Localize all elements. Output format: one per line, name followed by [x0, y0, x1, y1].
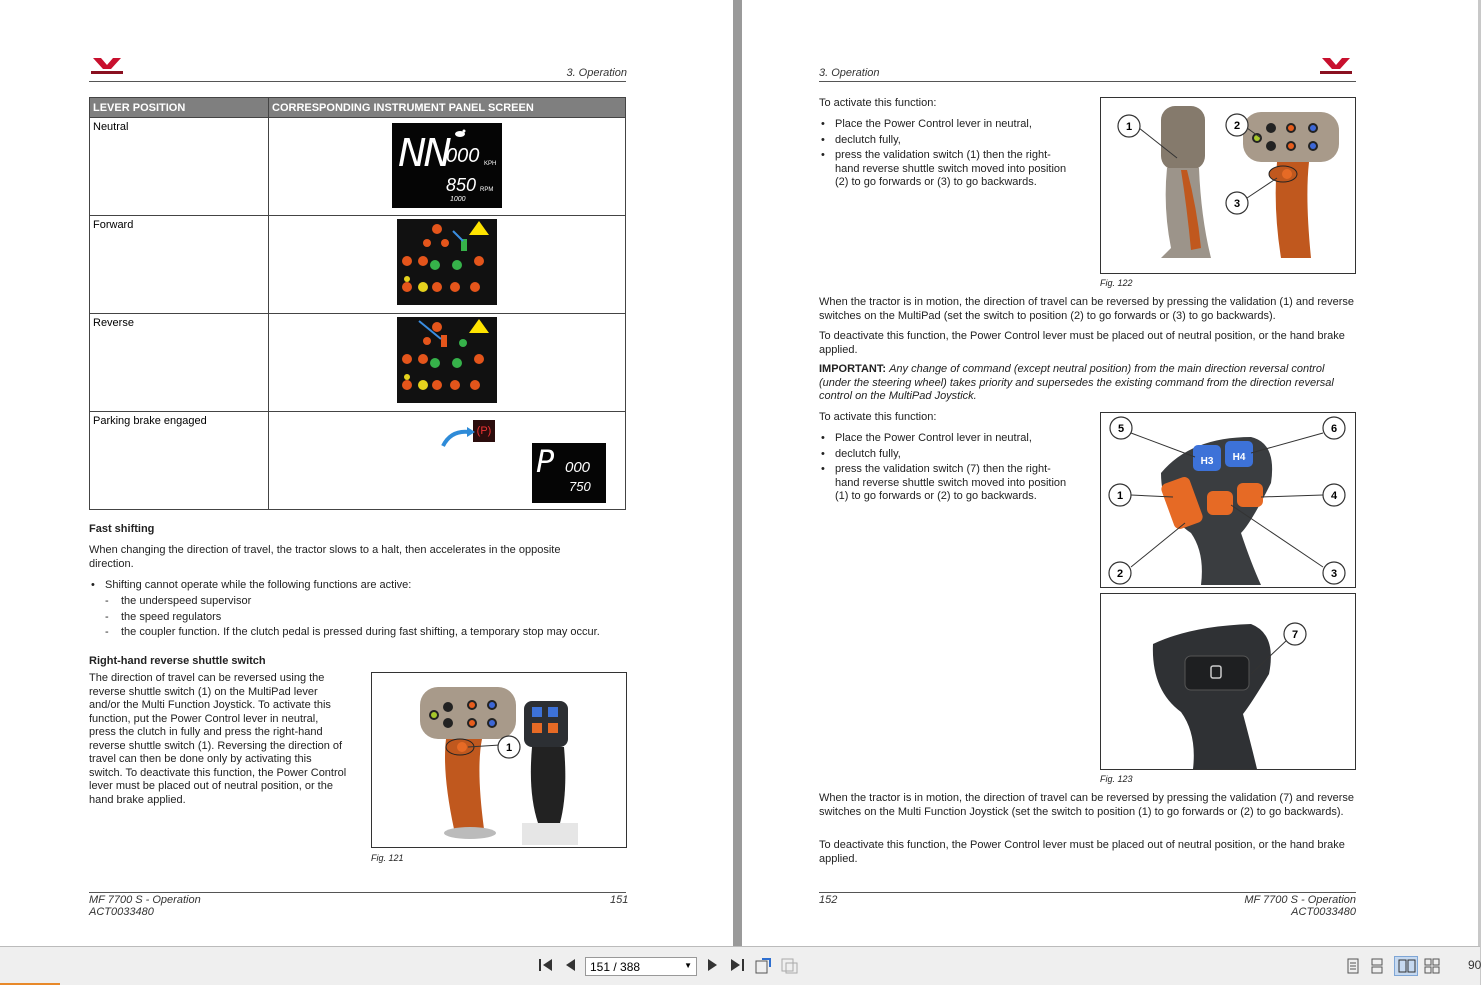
- callout-label: 4: [1330, 490, 1338, 502]
- table-row: [90, 314, 626, 412]
- facing-pages-view-icon[interactable]: [1394, 956, 1418, 976]
- page-gutter: [733, 0, 742, 946]
- screen-main-text: NN: [398, 131, 449, 175]
- button-h4: H4: [1232, 452, 1246, 463]
- row-label: Reverse: [90, 314, 269, 412]
- bullet-list: [819, 432, 1069, 504]
- single-page-view-icon[interactable]: [1346, 958, 1360, 977]
- next-page-icon[interactable]: [706, 957, 720, 976]
- row-screen-cell: [269, 118, 626, 216]
- page-header-section: 3. Operation: [566, 67, 627, 79]
- paragraph: To activate this function:: [819, 411, 937, 423]
- page-number-value: 151 / 388: [590, 960, 641, 974]
- row-label: Neutral: [90, 118, 269, 216]
- figure-caption: Fig. 123: [1100, 774, 1133, 784]
- first-page-icon[interactable]: [538, 957, 554, 976]
- table-row: [90, 216, 626, 314]
- header-rule: [89, 81, 626, 82]
- figure-123-top: [1100, 412, 1356, 588]
- lever-position-table: [89, 97, 626, 510]
- neutral-screen: [392, 123, 502, 208]
- callout-label: 7: [1291, 629, 1299, 641]
- paragraph: To deactivate this function, the Power Control lever must be placed out of neutral position, or the hand brake applied.: [819, 839, 1345, 865]
- important-text: Any change of command (except neutral position) from the main direction reversal control (under the steering wheel) takes priority and supersedes the existing command from the direction reversal control on the MultiPad Joystick.: [819, 363, 1334, 402]
- callout-label: 6: [1330, 423, 1338, 435]
- callout-label: 1: [505, 742, 513, 754]
- header-rule: [819, 81, 1356, 82]
- figure-caption: Fig. 121: [371, 853, 404, 863]
- important-note: [819, 363, 1356, 404]
- power-control-lever-illustration: [1101, 98, 1355, 273]
- list-item: • declutch fully,: [819, 134, 1069, 148]
- table-row: [90, 412, 626, 510]
- callout-label: 3: [1330, 568, 1338, 580]
- bullet-list: [819, 118, 1069, 190]
- right-page: [742, 0, 1478, 946]
- callout-label: 2: [1116, 568, 1124, 580]
- callout-label: 1: [1116, 490, 1124, 502]
- row-label: Parking brake engaged: [90, 412, 269, 510]
- footer-title: MF 7700 S - Operation: [1244, 894, 1356, 906]
- screen-main-text: P: [536, 445, 555, 480]
- continuous-facing-view-icon[interactable]: [1424, 958, 1440, 977]
- page-header-section: 3. Operation: [819, 67, 880, 79]
- footer-rule: [819, 892, 1356, 893]
- footer-code: ACT0033480: [89, 906, 154, 918]
- screen-rpm-text: 850: [446, 175, 477, 195]
- zoom-level[interactable]: 90: [1468, 958, 1481, 972]
- list-item: • press the validation switch (7) then the right-hand reverse shuttle switch moved into position (1) to go forwards or (2) to go backwards.: [819, 463, 1069, 504]
- screen-speed-text: 000: [565, 459, 591, 476]
- footer-code: ACT0033480: [1291, 906, 1356, 918]
- list-item: • Shifting cannot operate while the following functions are active:: [89, 579, 629, 593]
- figure-123-bottom: [1100, 593, 1356, 770]
- list-item: - the speed regulators: [89, 610, 629, 626]
- paragraph: When the tractor is in motion, the direction of travel can be reversed by pressing the validation (7) and reverse switches on the Multi Function Joystick (set the switch to position (1) to go forwards or (2) to go backwards).: [819, 792, 1354, 818]
- figure-122: [1100, 97, 1356, 274]
- joystick-illustration: [1101, 413, 1355, 587]
- page-number-field[interactable]: [585, 957, 697, 976]
- paragraph: To activate this function:: [819, 97, 937, 109]
- screen-speed-text: 000: [446, 145, 480, 167]
- footer-title: MF 7700 S - Operation: [89, 894, 201, 906]
- button-h3: H3: [1200, 456, 1214, 467]
- list-item: • Place the Power Control lever in neutral,: [819, 118, 1069, 132]
- screen-rpm-text: 750: [569, 479, 591, 494]
- figure-caption: Fig. 122: [1100, 278, 1133, 288]
- list-item: • press the validation switch (1) then the right-hand reverse shuttle switch moved into position (2) to go forwards or (3) to go backwards.: [819, 149, 1069, 190]
- tortoise-icon: [454, 127, 466, 139]
- table-header-lever: LEVER POSITION: [90, 98, 269, 118]
- callout-label: 5: [1117, 423, 1125, 435]
- row-screen-cell: [269, 412, 626, 510]
- massey-ferguson-logo: [89, 56, 125, 76]
- arrow-icon: [441, 426, 475, 448]
- section-title: Fast shifting: [89, 523, 155, 535]
- reverse-warning-panel: [397, 317, 497, 403]
- forward-warning-panel: [397, 219, 497, 305]
- joystick-rear-illustration: [1101, 594, 1355, 769]
- row-screen-cell: [269, 216, 626, 314]
- footer-rule: [89, 892, 626, 893]
- next-view-icon[interactable]: [780, 957, 798, 978]
- dash-list: [89, 594, 629, 641]
- section-title: Right-hand reverse shuttle switch: [89, 655, 266, 667]
- page-number: 151: [610, 894, 629, 906]
- list-item: • Place the Power Control lever in neutral,: [819, 432, 1069, 446]
- table-header-screen: CORRESPONDING INSTRUMENT PANEL SCREEN: [269, 98, 626, 118]
- previous-page-icon[interactable]: [563, 957, 577, 976]
- list-item: • declutch fully,: [819, 448, 1069, 462]
- page-number: 152: [819, 894, 838, 906]
- paragraph: When the tractor is in motion, the direction of travel can be reversed by pressing the validation (1) and reverse switches on the MultiPad (set the switch to position (2) to go forwards or (3) to go backwards).: [819, 296, 1354, 322]
- last-page-icon[interactable]: [729, 957, 745, 976]
- parking-brake-icon: (P): [473, 420, 495, 442]
- screen-speed-unit: KPH: [484, 161, 497, 167]
- multipad-illustration: [372, 673, 626, 847]
- paragraph: To deactivate this function, the Power Control lever must be placed out of neutral position, or the hand brake applied.: [819, 330, 1345, 356]
- screen-sub-text: 1000: [450, 196, 466, 203]
- chevron-down-icon[interactable]: ▼: [684, 961, 692, 970]
- callout-label: 1: [1125, 121, 1133, 133]
- massey-ferguson-logo: [1318, 56, 1354, 76]
- parking-screen: [532, 443, 606, 503]
- list-item: - the underspeed supervisor: [89, 594, 629, 610]
- callout-label: 2: [1233, 120, 1241, 132]
- row-screen-cell: [269, 314, 626, 412]
- callout-label: 3: [1233, 198, 1241, 210]
- figure-121: [371, 672, 627, 848]
- paragraph: When changing the direction of travel, the tractor slows to a halt, then accelerates in the opposite direction.: [89, 544, 561, 570]
- bullet-list: [89, 579, 629, 593]
- row-label: Forward: [90, 216, 269, 314]
- previous-view-icon[interactable]: [754, 957, 772, 978]
- screen-rpm-unit: RPM: [480, 187, 494, 193]
- list-item: - the coupler function. If the clutch pedal is pressed during fast shifting, a temporary stop may occur.: [89, 625, 629, 641]
- left-page: [0, 0, 733, 946]
- table-row: [90, 118, 626, 216]
- paragraph: The direction of travel can be reversed using the reverse shuttle switch (1) on the MultiPad lever and/or the Multi Function Joystick. To activate this function, put the Power Control lever in neutral, press the clutch in fully and press the right-hand reverse shuttle switch (1). Reversing the direction of travel can then be done only by activating this switch. To deactivate this function, the Power Control lever must be placed out of neutral position, or the hand brake applied.: [89, 672, 347, 806]
- important-label: IMPORTANT:: [819, 363, 887, 375]
- continuous-view-icon[interactable]: [1370, 958, 1384, 977]
